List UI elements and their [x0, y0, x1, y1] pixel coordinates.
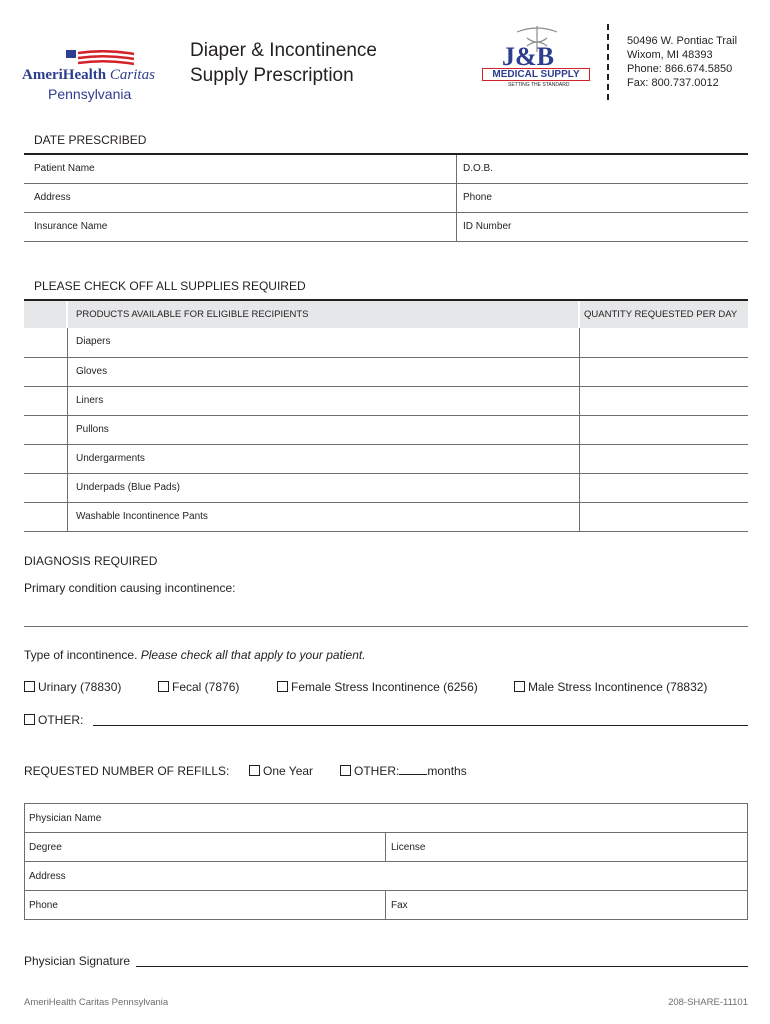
section-date-prescribed: DATE PRESCRIBED — [34, 133, 147, 147]
table-row[interactable] — [24, 328, 748, 358]
type-label: Type of incontinence. — [24, 648, 138, 662]
option-female-stress[interactable] — [277, 680, 478, 694]
jb-logo — [482, 24, 590, 94]
title-line2: Supply Prescription — [190, 65, 354, 86]
checkbox[interactable] — [514, 681, 525, 692]
item-label: Pullons — [76, 424, 109, 435]
rule — [25, 832, 747, 833]
header-divider — [607, 24, 609, 100]
rule — [25, 861, 747, 862]
primary-condition-line[interactable] — [24, 626, 748, 627]
supplies-table — [24, 301, 748, 532]
option-other[interactable] — [24, 713, 83, 727]
item-label: Diapers — [76, 336, 111, 347]
physician-fax-field[interactable]: Fax — [391, 900, 408, 911]
title-line1: Diaper & Incontinence — [190, 40, 377, 61]
physician-address-field[interactable]: Address — [29, 871, 66, 882]
item-label: Underpads (Blue Pads) — [76, 482, 180, 493]
jb-text: J&B — [502, 42, 554, 71]
flag-icon — [66, 50, 136, 66]
section-diagnosis: DIAGNOSIS REQUIRED — [24, 554, 158, 568]
checkbox[interactable] — [340, 765, 351, 776]
option-fecal[interactable] — [158, 680, 239, 694]
address-field[interactable]: Address — [34, 192, 71, 203]
physician-signature-label: Physician Signature — [24, 954, 131, 968]
dob-field[interactable]: D.O.B. — [463, 163, 494, 174]
option-label: OTHER: — [38, 713, 84, 727]
checkbox[interactable] — [158, 681, 169, 692]
contact-phone: Phone: 866.674.5850 — [627, 63, 733, 75]
primary-condition-label: Primary condition causing incontinence: — [24, 581, 236, 595]
contact-city: Wixom, MI 48393 — [627, 49, 713, 61]
table-row[interactable] — [24, 503, 748, 532]
signature-line[interactable] — [136, 966, 748, 967]
rule — [24, 183, 748, 184]
refills-label: REQUESTED NUMBER OF REFILLS: — [24, 764, 230, 778]
checkbox[interactable] — [24, 681, 35, 692]
contact-fax: Fax: 800.737.0012 — [627, 77, 719, 89]
page-title — [190, 38, 377, 88]
rule — [24, 241, 748, 242]
brand-name: AmeriHealth — [22, 67, 107, 83]
section-supplies: PLEASE CHECK OFF ALL SUPPLIES REQUIRED — [34, 279, 306, 293]
rule — [25, 890, 747, 891]
option-male-stress[interactable] — [514, 680, 707, 694]
phone-field[interactable]: Phone — [463, 192, 492, 203]
option-label: Male Stress Incontinence (78832) — [528, 680, 708, 694]
option-urinary[interactable] — [24, 680, 121, 694]
table-row[interactable] — [24, 445, 748, 474]
col-products-header: PRODUCTS AVAILABLE FOR ELIGIBLE RECIPIENTS — [76, 309, 309, 320]
amerihealth-logo — [22, 48, 155, 106]
option-label: One Year — [263, 764, 314, 778]
option-label: Urinary (78830) — [38, 680, 122, 694]
license-field[interactable]: License — [391, 842, 426, 853]
checkbox[interactable] — [249, 765, 260, 776]
id-number-field[interactable]: ID Number — [463, 221, 512, 232]
type-of-incontinence — [24, 648, 366, 662]
degree-field[interactable]: Degree — [29, 842, 62, 853]
table-row[interactable] — [24, 416, 748, 445]
insurance-field[interactable]: Insurance Name — [34, 221, 108, 232]
footer-left: AmeriHealth Caritas Pennsylvania — [24, 997, 169, 1008]
patient-name-field[interactable]: Patient Name — [34, 163, 95, 174]
item-label: Liners — [76, 395, 104, 406]
contact-address: 50496 W. Pontiac Trail — [627, 35, 738, 47]
jb-tagline: SETTING THE STANDARD — [508, 82, 570, 88]
physician-col-divider — [385, 832, 386, 861]
table-row[interactable] — [24, 387, 748, 416]
refill-other[interactable] — [340, 764, 467, 778]
brand-italic: Caritas — [109, 67, 155, 83]
other-line[interactable] — [93, 725, 748, 726]
physician-name-field[interactable]: Physician Name — [29, 813, 102, 824]
checkbox[interactable] — [277, 681, 288, 692]
physician-phone-field[interactable]: Phone — [29, 900, 58, 911]
item-label: Undergarments — [76, 453, 145, 464]
option-label: Female Stress Incontinence (6256) — [291, 680, 478, 694]
header-check-cell — [24, 301, 66, 328]
item-label: Gloves — [76, 366, 108, 377]
rule — [24, 212, 748, 213]
option-label: Fecal (7876) — [172, 680, 240, 694]
jb-sub: MEDICAL SUPPLY — [482, 68, 590, 81]
footer-right: 208-SHARE-11101 — [668, 997, 748, 1008]
table-row[interactable] — [24, 358, 748, 387]
type-instructions: Please check all that apply to your patient. — [140, 648, 366, 662]
section-rule — [24, 153, 748, 155]
col-qty-header: QUANTITY REQUESTED PER DAY — [584, 309, 738, 320]
col-divider — [579, 328, 580, 532]
months-label: months — [427, 764, 467, 778]
contact-block — [627, 34, 737, 90]
refill-one-year[interactable] — [249, 764, 313, 778]
table-row[interactable] — [24, 474, 748, 503]
option-label: OTHER: — [354, 764, 400, 778]
col-divider — [67, 328, 68, 532]
physician-col-divider — [385, 890, 386, 919]
checkbox[interactable] — [24, 714, 35, 725]
physician-box — [24, 803, 748, 920]
item-label: Washable Incontinence Pants — [76, 511, 208, 522]
months-blank[interactable] — [399, 764, 427, 775]
brand-region: Pennsylvania — [48, 86, 132, 102]
patient-col-divider — [456, 155, 457, 241]
